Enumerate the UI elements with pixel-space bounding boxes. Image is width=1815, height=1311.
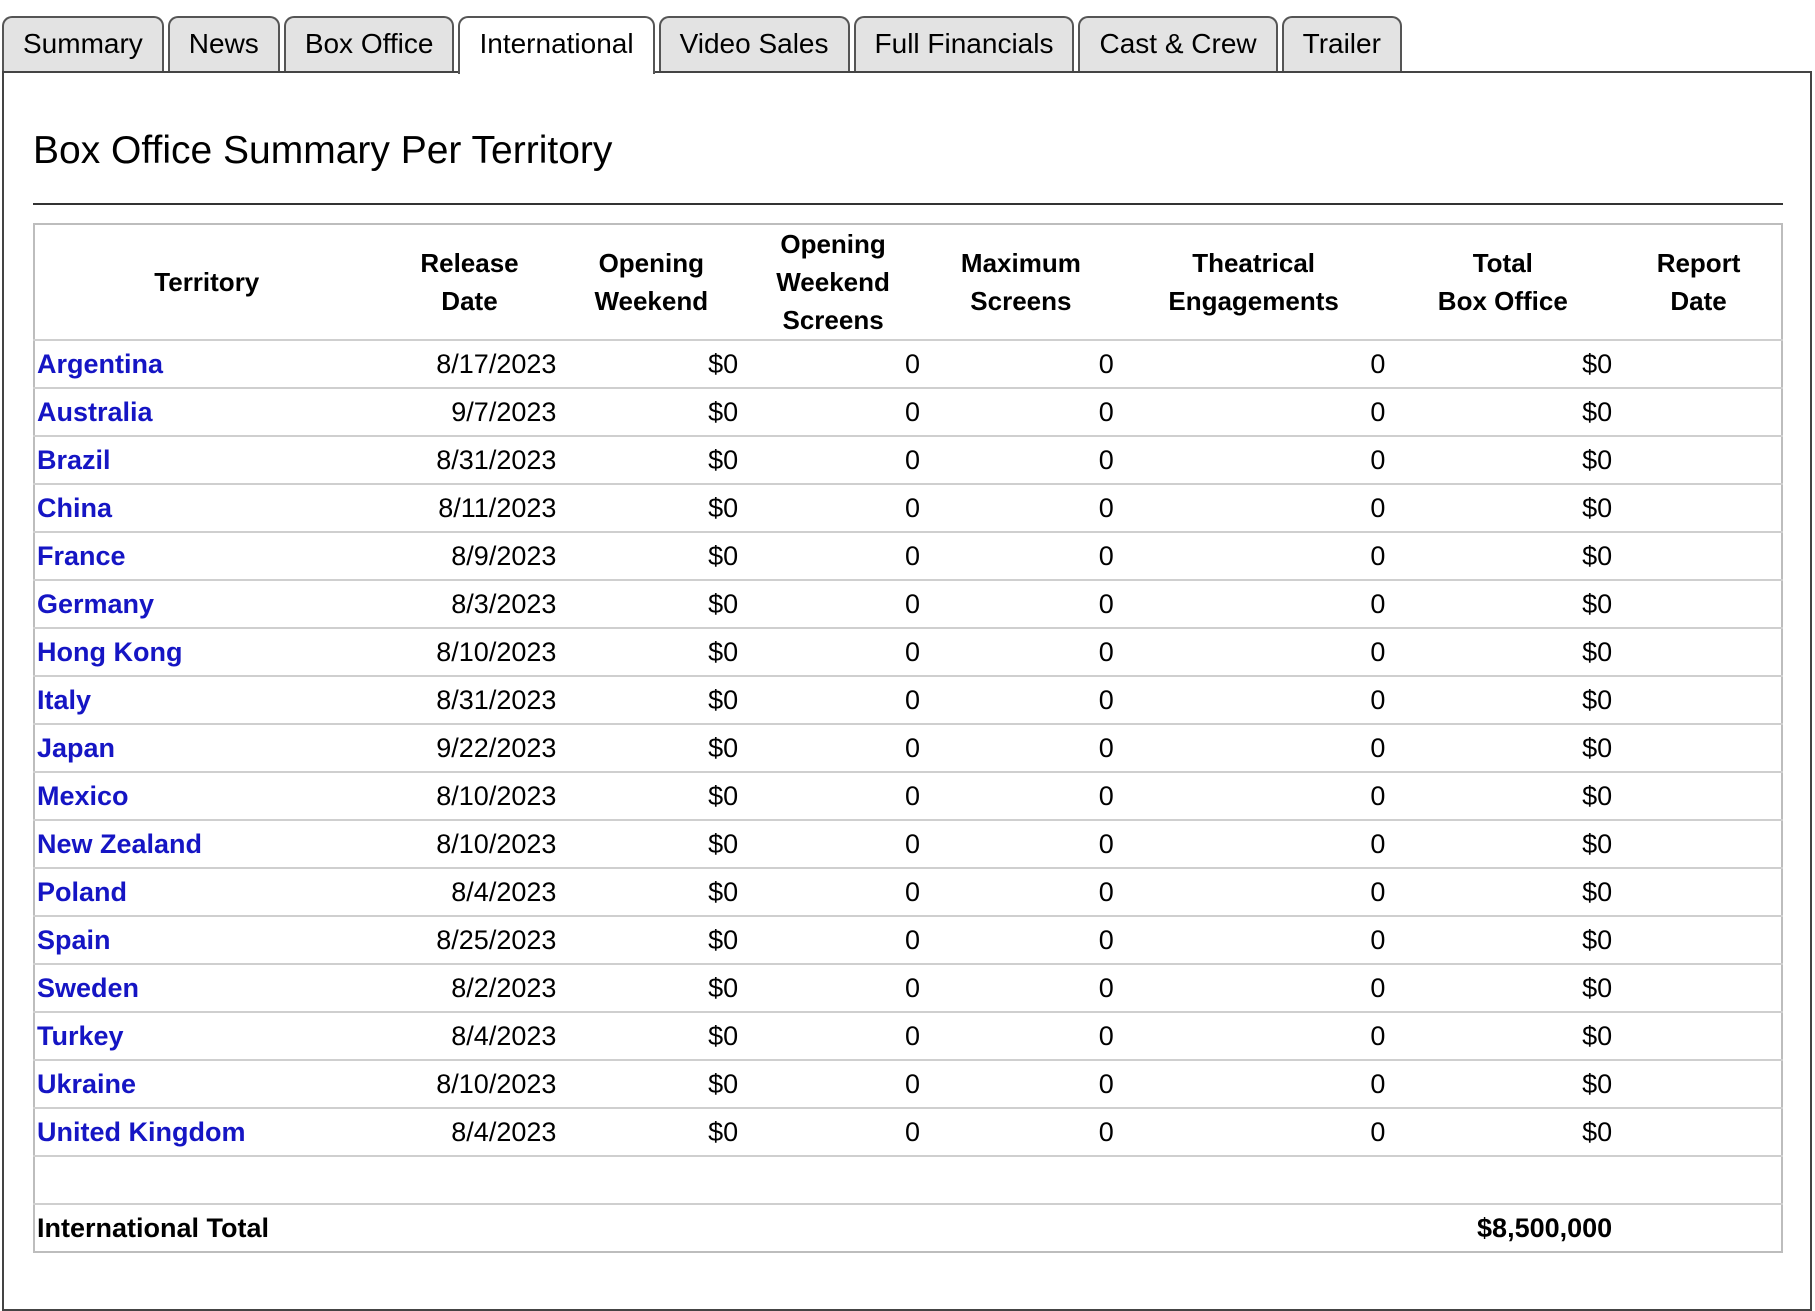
tab-international[interactable]: International bbox=[458, 16, 654, 74]
cell-opening-weekend-screens: 0 bbox=[742, 388, 924, 436]
cell-maximum-screens: 0 bbox=[924, 340, 1118, 388]
cell-report-date bbox=[1616, 436, 1782, 484]
territory-link[interactable]: New Zealand bbox=[37, 828, 203, 859]
cell-opening-weekend: $0 bbox=[560, 868, 742, 916]
header-maximum-screens[interactable]: Maximum Screens bbox=[924, 224, 1118, 340]
cell-territory bbox=[34, 772, 379, 820]
header-total-box-office[interactable]: Total Box Office bbox=[1389, 224, 1616, 340]
cell-total-box-office: $0 bbox=[1389, 916, 1616, 964]
cell-report-date bbox=[1616, 676, 1782, 724]
cell-report-date bbox=[1616, 724, 1782, 772]
cell-report-date bbox=[1616, 868, 1782, 916]
table-row bbox=[34, 1012, 1782, 1060]
cell-opening-weekend-screens: 0 bbox=[742, 628, 924, 676]
table-row bbox=[34, 1108, 1782, 1156]
cell-maximum-screens: 0 bbox=[924, 388, 1118, 436]
cell-opening-weekend: $0 bbox=[560, 436, 742, 484]
tab-video-sales[interactable]: Video Sales bbox=[659, 16, 850, 72]
cell-release-date: 8/4/2023 bbox=[379, 1012, 561, 1060]
cell-report-date bbox=[1616, 820, 1782, 868]
table-row bbox=[34, 964, 1782, 1012]
cell-maximum-screens: 0 bbox=[924, 772, 1118, 820]
international-total-label: International Total bbox=[37, 1212, 270, 1243]
territory-table bbox=[33, 223, 1783, 1253]
cell-release-date: 8/4/2023 bbox=[379, 868, 561, 916]
tab-news[interactable]: News bbox=[168, 16, 280, 72]
cell-territory bbox=[34, 916, 379, 964]
cell-maximum-screens: 0 bbox=[924, 724, 1118, 772]
cell-theatrical-engagements: 0 bbox=[1118, 436, 1390, 484]
cell-release-date: 8/10/2023 bbox=[379, 772, 561, 820]
cell-territory bbox=[34, 436, 379, 484]
cell-territory bbox=[34, 1108, 379, 1156]
cell-total-box-office: $0 bbox=[1389, 532, 1616, 580]
cell-opening-weekend: $0 bbox=[560, 772, 742, 820]
cell-total-box-office: $0 bbox=[1389, 484, 1616, 532]
table-row bbox=[34, 868, 1782, 916]
header-report-date[interactable]: Report Date bbox=[1616, 224, 1782, 340]
table-row bbox=[34, 628, 1782, 676]
cell-theatrical-engagements: 0 bbox=[1118, 724, 1390, 772]
cell-report-date bbox=[1616, 628, 1782, 676]
cell-release-date: 8/11/2023 bbox=[379, 484, 561, 532]
international-total-value: $8,500,000 bbox=[1477, 1212, 1613, 1243]
territory-link[interactable]: China bbox=[37, 492, 113, 523]
page-title: Box Office Summary Per Territory bbox=[33, 129, 613, 172]
cell-maximum-screens: 0 bbox=[924, 628, 1118, 676]
cell-territory bbox=[34, 868, 379, 916]
cell-theatrical-engagements: 0 bbox=[1118, 340, 1390, 388]
table-row bbox=[34, 772, 1782, 820]
cell-release-date: 8/10/2023 bbox=[379, 1060, 561, 1108]
cell-release-date: 8/4/2023 bbox=[379, 1108, 561, 1156]
cell-opening-weekend-screens: 0 bbox=[742, 436, 924, 484]
cell-opening-weekend: $0 bbox=[560, 916, 742, 964]
cell-report-date bbox=[1616, 340, 1782, 388]
header-theatrical-engagements[interactable]: Theatrical Engagements bbox=[1118, 224, 1390, 340]
table-row bbox=[34, 1060, 1782, 1108]
cell-report-date bbox=[1616, 484, 1782, 532]
tab-cast-crew[interactable]: Cast & Crew bbox=[1078, 16, 1277, 72]
cell-maximum-screens: 0 bbox=[924, 484, 1118, 532]
cell-release-date: 8/31/2023 bbox=[379, 436, 561, 484]
cell-opening-weekend-screens: 0 bbox=[742, 964, 924, 1012]
cell-total-box-office: $0 bbox=[1389, 772, 1616, 820]
cell-theatrical-engagements: 0 bbox=[1118, 772, 1390, 820]
cell-territory bbox=[34, 676, 379, 724]
cell-total-box-office: $0 bbox=[1389, 340, 1616, 388]
cell-opening-weekend: $0 bbox=[560, 532, 742, 580]
cell-maximum-screens: 0 bbox=[924, 1060, 1118, 1108]
cell-release-date: 8/9/2023 bbox=[379, 532, 561, 580]
cell-territory bbox=[34, 628, 379, 676]
table-spacer-row bbox=[34, 1156, 1782, 1204]
territory-link[interactable]: Germany bbox=[37, 588, 155, 619]
cell-opening-weekend: $0 bbox=[560, 964, 742, 1012]
content-panel bbox=[2, 71, 1812, 1311]
cell-territory bbox=[34, 340, 379, 388]
territory-link[interactable]: Argentina bbox=[37, 348, 164, 379]
tab-box-office[interactable]: Box Office bbox=[284, 16, 455, 72]
cell-total-box-office: $0 bbox=[1389, 676, 1616, 724]
header-opening-weekend[interactable]: Opening Weekend bbox=[560, 224, 742, 340]
cell-release-date: 8/17/2023 bbox=[379, 340, 561, 388]
cell-total-box-office: $0 bbox=[1389, 868, 1616, 916]
cell-maximum-screens: 0 bbox=[924, 436, 1118, 484]
cell-theatrical-engagements: 0 bbox=[1118, 532, 1390, 580]
cell-opening-weekend: $0 bbox=[560, 1108, 742, 1156]
cell-opening-weekend-screens: 0 bbox=[742, 580, 924, 628]
cell-opening-weekend: $0 bbox=[560, 388, 742, 436]
table-row bbox=[34, 724, 1782, 772]
table-row bbox=[34, 580, 1782, 628]
cell-territory bbox=[34, 724, 379, 772]
territory-link[interactable]: Brazil bbox=[37, 444, 111, 475]
cell-theatrical-engagements: 0 bbox=[1118, 916, 1390, 964]
cell-opening-weekend-screens: 0 bbox=[742, 484, 924, 532]
cell-release-date: 8/31/2023 bbox=[379, 676, 561, 724]
tab-full-financials[interactable]: Full Financials bbox=[854, 16, 1075, 72]
cell-release-date: 9/7/2023 bbox=[379, 388, 561, 436]
cell-report-date bbox=[1616, 532, 1782, 580]
territory-link[interactable]: Australia bbox=[37, 396, 153, 427]
territory-link[interactable]: Sweden bbox=[37, 972, 140, 1003]
cell-theatrical-engagements: 0 bbox=[1118, 1012, 1390, 1060]
cell-opening-weekend-screens: 0 bbox=[742, 916, 924, 964]
cell-maximum-screens: 0 bbox=[924, 916, 1118, 964]
cell-theatrical-engagements: 0 bbox=[1118, 484, 1390, 532]
cell-theatrical-engagements: 0 bbox=[1118, 388, 1390, 436]
table-row bbox=[34, 484, 1782, 532]
table-row bbox=[34, 388, 1782, 436]
cell-opening-weekend-screens: 0 bbox=[742, 1060, 924, 1108]
header-opening-weekend-screens[interactable]: Opening Weekend Screens bbox=[742, 224, 924, 340]
tab-trailer[interactable]: Trailer bbox=[1282, 16, 1402, 72]
cell-theatrical-engagements: 0 bbox=[1118, 628, 1390, 676]
cell-theatrical-engagements: 0 bbox=[1118, 1108, 1390, 1156]
cell-report-date bbox=[1616, 772, 1782, 820]
table-row bbox=[34, 340, 1782, 388]
territory-link[interactable]: Ukraine bbox=[37, 1068, 137, 1099]
cell-theatrical-engagements: 0 bbox=[1118, 820, 1390, 868]
cell-theatrical-engagements: 0 bbox=[1118, 868, 1390, 916]
table-header-row bbox=[34, 224, 1782, 340]
cell-total-box-office: $0 bbox=[1389, 1012, 1616, 1060]
cell-report-date bbox=[1616, 1108, 1782, 1156]
territory-link[interactable]: Japan bbox=[37, 732, 116, 763]
cell-territory bbox=[34, 964, 379, 1012]
cell-report-date bbox=[1616, 580, 1782, 628]
cell-maximum-screens: 0 bbox=[924, 868, 1118, 916]
cell-opening-weekend-screens: 0 bbox=[742, 340, 924, 388]
title-divider bbox=[33, 203, 1783, 205]
cell-release-date: 8/2/2023 bbox=[379, 964, 561, 1012]
header-territory[interactable]: Territory bbox=[34, 224, 379, 340]
cell-total-box-office: $0 bbox=[1389, 628, 1616, 676]
cell-theatrical-engagements: 0 bbox=[1118, 1060, 1390, 1108]
cell-release-date: 8/10/2023 bbox=[379, 820, 561, 868]
cell-total-box-office: $0 bbox=[1389, 964, 1616, 1012]
cell-territory bbox=[34, 820, 379, 868]
cell-report-date bbox=[1616, 964, 1782, 1012]
cell-opening-weekend: $0 bbox=[560, 340, 742, 388]
cell-maximum-screens: 0 bbox=[924, 532, 1118, 580]
cell-opening-weekend-screens: 0 bbox=[742, 868, 924, 916]
cell-maximum-screens: 0 bbox=[924, 964, 1118, 1012]
cell-territory bbox=[34, 1060, 379, 1108]
cell-opening-weekend-screens: 0 bbox=[742, 1108, 924, 1156]
tab-bar bbox=[2, 15, 1406, 72]
cell-maximum-screens: 0 bbox=[924, 1012, 1118, 1060]
cell-report-date bbox=[1616, 916, 1782, 964]
cell-maximum-screens: 0 bbox=[924, 580, 1118, 628]
cell-total-box-office: $0 bbox=[1389, 436, 1616, 484]
territory-link[interactable]: Hong Kong bbox=[37, 636, 183, 667]
cell-theatrical-engagements: 0 bbox=[1118, 964, 1390, 1012]
cell-report-date bbox=[1616, 1060, 1782, 1108]
cell-release-date: 9/22/2023 bbox=[379, 724, 561, 772]
cell-territory bbox=[34, 1012, 379, 1060]
territory-link[interactable]: Italy bbox=[37, 684, 92, 715]
table-row bbox=[34, 436, 1782, 484]
territory-link[interactable]: United Kingdom bbox=[37, 1116, 246, 1147]
international-total-row bbox=[34, 1204, 1782, 1252]
cell-release-date: 8/25/2023 bbox=[379, 916, 561, 964]
cell-opening-weekend-screens: 0 bbox=[742, 1012, 924, 1060]
territory-link[interactable]: France bbox=[37, 540, 126, 571]
territory-link[interactable]: Turkey bbox=[37, 1020, 124, 1051]
cell-opening-weekend-screens: 0 bbox=[742, 820, 924, 868]
cell-opening-weekend-screens: 0 bbox=[742, 676, 924, 724]
cell-territory bbox=[34, 580, 379, 628]
cell-territory bbox=[34, 484, 379, 532]
territory-link[interactable]: Spain bbox=[37, 924, 111, 955]
table-body bbox=[34, 340, 1782, 1156]
cell-opening-weekend: $0 bbox=[560, 820, 742, 868]
table-row bbox=[34, 676, 1782, 724]
cell-opening-weekend-screens: 0 bbox=[742, 532, 924, 580]
cell-total-box-office: $0 bbox=[1389, 724, 1616, 772]
cell-opening-weekend: $0 bbox=[560, 1060, 742, 1108]
table-row bbox=[34, 532, 1782, 580]
cell-opening-weekend-screens: 0 bbox=[742, 724, 924, 772]
cell-maximum-screens: 0 bbox=[924, 676, 1118, 724]
cell-total-box-office: $0 bbox=[1389, 1060, 1616, 1108]
territory-link[interactable]: Poland bbox=[37, 876, 128, 907]
cell-opening-weekend: $0 bbox=[560, 676, 742, 724]
cell-theatrical-engagements: 0 bbox=[1118, 580, 1390, 628]
cell-maximum-screens: 0 bbox=[924, 820, 1118, 868]
cell-release-date: 8/10/2023 bbox=[379, 628, 561, 676]
cell-opening-weekend: $0 bbox=[560, 484, 742, 532]
cell-theatrical-engagements: 0 bbox=[1118, 676, 1390, 724]
cell-total-box-office: $0 bbox=[1389, 388, 1616, 436]
cell-opening-weekend: $0 bbox=[560, 1012, 742, 1060]
cell-opening-weekend: $0 bbox=[560, 724, 742, 772]
cell-maximum-screens: 0 bbox=[924, 1108, 1118, 1156]
cell-total-box-office: $0 bbox=[1389, 580, 1616, 628]
cell-territory bbox=[34, 388, 379, 436]
cell-opening-weekend-screens: 0 bbox=[742, 772, 924, 820]
cell-report-date bbox=[1616, 1012, 1782, 1060]
table-row bbox=[34, 916, 1782, 964]
cell-report-date bbox=[1616, 388, 1782, 436]
table-row bbox=[34, 820, 1782, 868]
cell-territory bbox=[34, 532, 379, 580]
cell-total-box-office: $0 bbox=[1389, 820, 1616, 868]
header-release-date[interactable]: Release Date bbox=[379, 224, 561, 340]
cell-opening-weekend: $0 bbox=[560, 628, 742, 676]
cell-release-date: 8/3/2023 bbox=[379, 580, 561, 628]
tab-summary[interactable]: Summary bbox=[2, 16, 164, 72]
cell-total-box-office: $0 bbox=[1389, 1108, 1616, 1156]
cell-opening-weekend: $0 bbox=[560, 580, 742, 628]
territory-link[interactable]: Mexico bbox=[37, 780, 129, 811]
